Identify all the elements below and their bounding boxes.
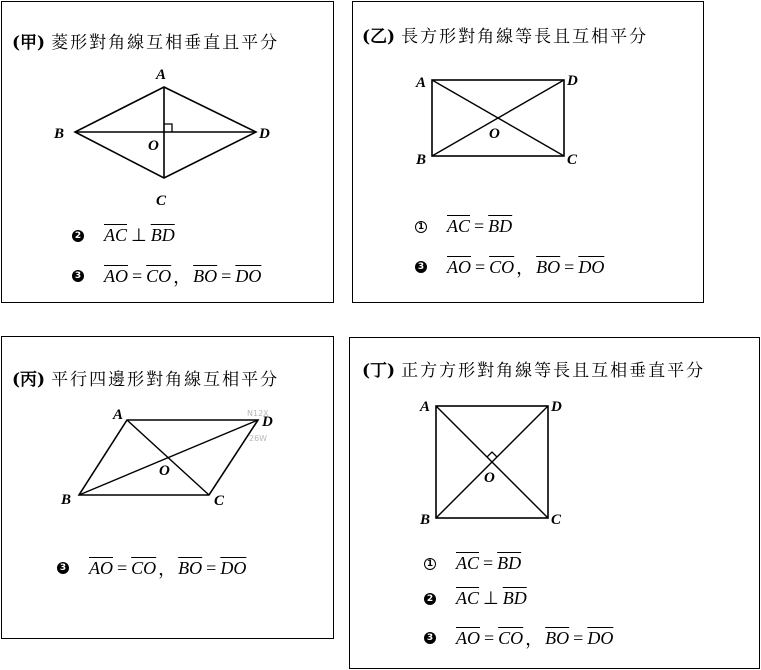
segment: $\overline{BO}$ — [545, 627, 570, 648]
segment: $\overline{BO}$ — [178, 557, 203, 578]
property-line — [415, 254, 604, 280]
vertex-label-d: D — [259, 126, 270, 142]
vertex-label-c: C — [551, 512, 562, 528]
vertex-label-d: D — [551, 399, 562, 415]
segment: $\overline{AO}$ — [89, 557, 113, 578]
vertex-label-a: A — [156, 67, 167, 83]
operator: = — [474, 216, 485, 236]
right-angle-mark — [487, 452, 497, 457]
segment: $\overline{AC}$ — [456, 553, 480, 573]
segment: $\overline{BO}$ — [536, 256, 561, 277]
segment: $\overline{DO}$ — [235, 265, 262, 286]
square-diagram — [350, 338, 761, 670]
property-line — [72, 263, 261, 289]
property-line — [57, 555, 246, 581]
center-label-o: O — [484, 470, 495, 486]
segment: $\overline{AC}$ — [447, 216, 471, 236]
segment: $\overline{DO}$ — [587, 627, 614, 648]
vertex-label-b: B — [416, 152, 427, 168]
segment: $\overline{AC}$ — [456, 588, 480, 608]
panel-heading: 平行四邊形對角線互相平分 — [51, 370, 280, 390]
vertex-label-a: A — [416, 75, 427, 91]
item-number: 3 — [424, 632, 436, 644]
vertex-label-a: A — [420, 399, 431, 415]
watermark-text: N12X — [247, 409, 269, 418]
segment: $\overline{AO}$ — [104, 265, 128, 286]
operator: = — [573, 627, 584, 648]
vertex-label-d: D — [262, 414, 273, 430]
item-number: 3 — [415, 261, 427, 273]
diagonal-bd — [79, 420, 258, 495]
vertex-label-b: B — [420, 512, 431, 528]
segment: $\overline{BD}$ — [497, 553, 522, 573]
operator: = — [475, 256, 486, 277]
panel-tag: (丁) — [362, 361, 396, 381]
panel-tag: (乙) — [362, 27, 396, 47]
vertex-label-d: D — [567, 73, 578, 89]
parallelogram-diagram — [2, 337, 335, 640]
separator: ， — [173, 267, 192, 287]
segment: $\overline{CO}$ — [131, 557, 157, 578]
operator: = — [564, 256, 575, 277]
segment: $\overline{CO}$ — [498, 627, 524, 648]
panel-tag: (丙) — [12, 370, 46, 390]
separator: ， — [525, 629, 544, 649]
item-number: 3 — [72, 270, 84, 282]
vertex-label-b: B — [54, 126, 65, 142]
segment: $\overline{AO}$ — [456, 627, 480, 648]
operator: ⊥ — [131, 225, 147, 245]
right-angle-mark — [164, 124, 172, 132]
segment: $\overline{DO}$ — [220, 557, 247, 578]
center-label-o: O — [489, 126, 500, 142]
item-number: 1 — [415, 221, 427, 233]
property-line — [72, 225, 175, 246]
property-line — [424, 588, 527, 609]
operator: = — [206, 557, 217, 578]
segment: $\overline{BD}$ — [150, 225, 175, 245]
item-number: 1 — [424, 558, 436, 570]
vertex-label-b: B — [61, 492, 72, 508]
segment: $\overline{BD}$ — [502, 588, 527, 608]
segment: $\overline{AC}$ — [104, 225, 128, 245]
property-line — [415, 216, 512, 237]
vertex-label-c: C — [567, 152, 578, 168]
segment: $\overline{CO}$ — [489, 256, 515, 277]
item-number: 2 — [72, 230, 84, 242]
vertex-label-c: C — [156, 193, 167, 209]
panel-parallelogram — [1, 336, 334, 639]
operator: = — [117, 557, 128, 578]
property-line — [424, 625, 613, 651]
panel-rhombus — [1, 1, 334, 303]
panel-square — [349, 337, 760, 669]
vertex-label-c: C — [214, 493, 225, 509]
segment: $\overline{CO}$ — [146, 265, 172, 286]
segment: $\overline{BD}$ — [488, 216, 513, 236]
rhombus-diagram — [2, 2, 335, 304]
operator: = — [484, 627, 495, 648]
panel-heading: 菱形對角線互相垂直且平分 — [51, 33, 280, 53]
segment: $\overline{AO}$ — [447, 256, 471, 277]
separator: ， — [516, 258, 535, 278]
operator: ⊥ — [483, 588, 499, 608]
center-label-o: O — [159, 463, 170, 479]
watermark-text: 26W — [249, 434, 268, 443]
panel-rectangle — [352, 1, 704, 303]
operator: = — [132, 265, 143, 286]
center-label-o: O — [148, 138, 159, 154]
panel-heading: 長方形對角線等長且互相平分 — [401, 27, 649, 47]
item-number: 3 — [57, 562, 69, 574]
segment: $\overline{BO}$ — [193, 265, 218, 286]
segment: $\overline{DO}$ — [578, 256, 605, 277]
operator: = — [221, 265, 232, 286]
property-line — [424, 553, 521, 574]
panel-heading: 正方方形對角線等長且互相垂直平分 — [401, 361, 706, 381]
separator: ， — [158, 559, 177, 579]
item-number: 2 — [424, 593, 436, 605]
operator: = — [483, 553, 494, 573]
vertex-label-a: A — [113, 407, 124, 423]
panel-tag: (甲) — [12, 33, 46, 53]
